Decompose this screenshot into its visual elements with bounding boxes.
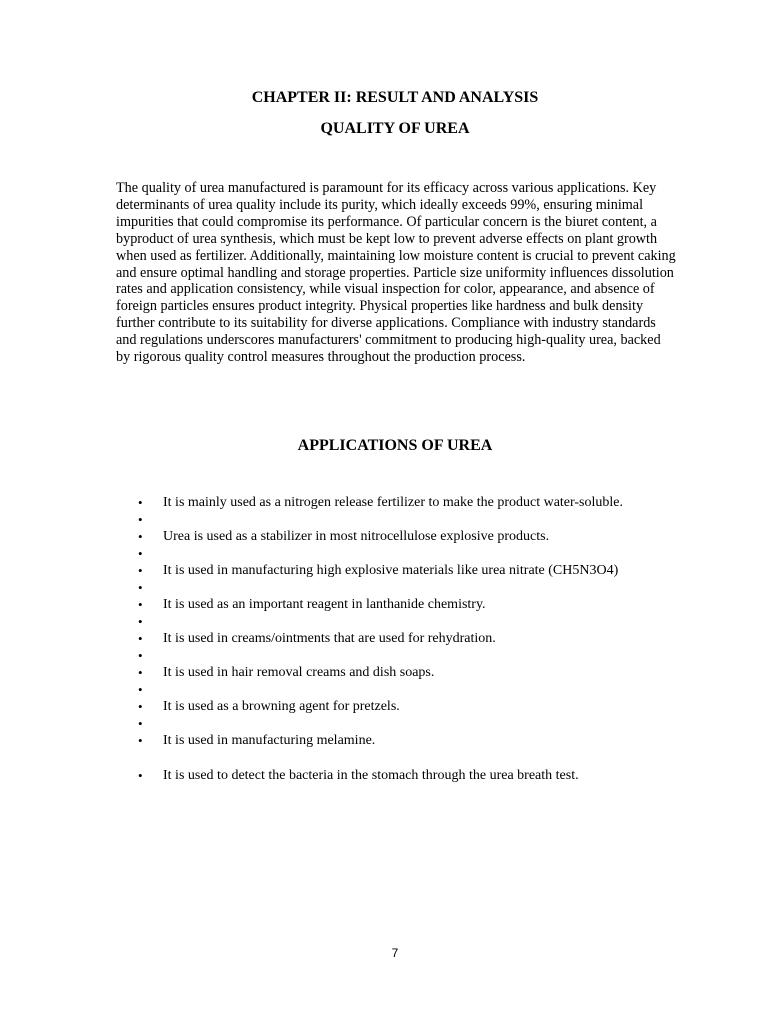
list-item: • It is used to detect the bacteria in the stomach through the urea breath test. (138, 767, 738, 784)
list-item (138, 613, 738, 630)
list-item (138, 681, 738, 698)
list-item: • It is used in creams/ointments that are used for rehydration. (138, 630, 738, 647)
list-item (138, 715, 738, 732)
list-item: • It is used in manufacturing high explosive materials like urea nitrate (CH5N3O4) (138, 562, 738, 579)
list-item: • It is used in hair removal creams and dish soaps. (138, 664, 738, 681)
list-item: • It is used in manufacturing melamine. (138, 732, 738, 749)
list-item: • It is used as a browning agent for pretzels. (138, 698, 738, 715)
list-item: • It is used as an important reagent in lanthanide chemistry. (138, 596, 738, 613)
list-item: • Urea is used as a stabilizer in most nitrocellulose explosive products. (138, 528, 738, 545)
list-item: • It is mainly used as a nitrogen release fertilizer to make the product water-soluble. (138, 494, 738, 511)
list-item (138, 579, 738, 596)
chapter-title: CHAPTER II: RESULT AND ANALYSIS (251, 89, 539, 106)
section-title-applications: APPLICATIONS OF UREA (297, 437, 493, 454)
intro-paragraph: The quality of urea manufactured is paramount for its efficacy across various applications. Key determinants of urea quality include its purity, which ideally exceeds 99%, ensuring minimal impurities that could compromise its performance. Of particular concern is the biuret content, a byproduct of urea synthesis, which must be kept low to prevent adverse effects on plant growth when used as fertilizer. Additionally, maintaining low moisture content is crucial to prevent caking and ensure optimal handling and storage properties. Particle size uniformity influences dissolution rates and application consistency, while visual inspection for color, appearance, and absence of foreign particles ensures product integrity. Physical properties like hardness and bulk density further contribute to its suitability for diverse applications. Compliance with industry standards and regulations underscores manufacturers' commitment to producing high-quality urea, backed by rigorous quality control measures throughout the production process. (116, 180, 676, 366)
list-item (138, 545, 738, 562)
list-item (138, 647, 738, 664)
section-title-quality: QUALITY OF UREA (320, 120, 470, 137)
page-number: 7 (391, 946, 399, 960)
applications-list (138, 494, 738, 784)
list-item (138, 511, 738, 528)
